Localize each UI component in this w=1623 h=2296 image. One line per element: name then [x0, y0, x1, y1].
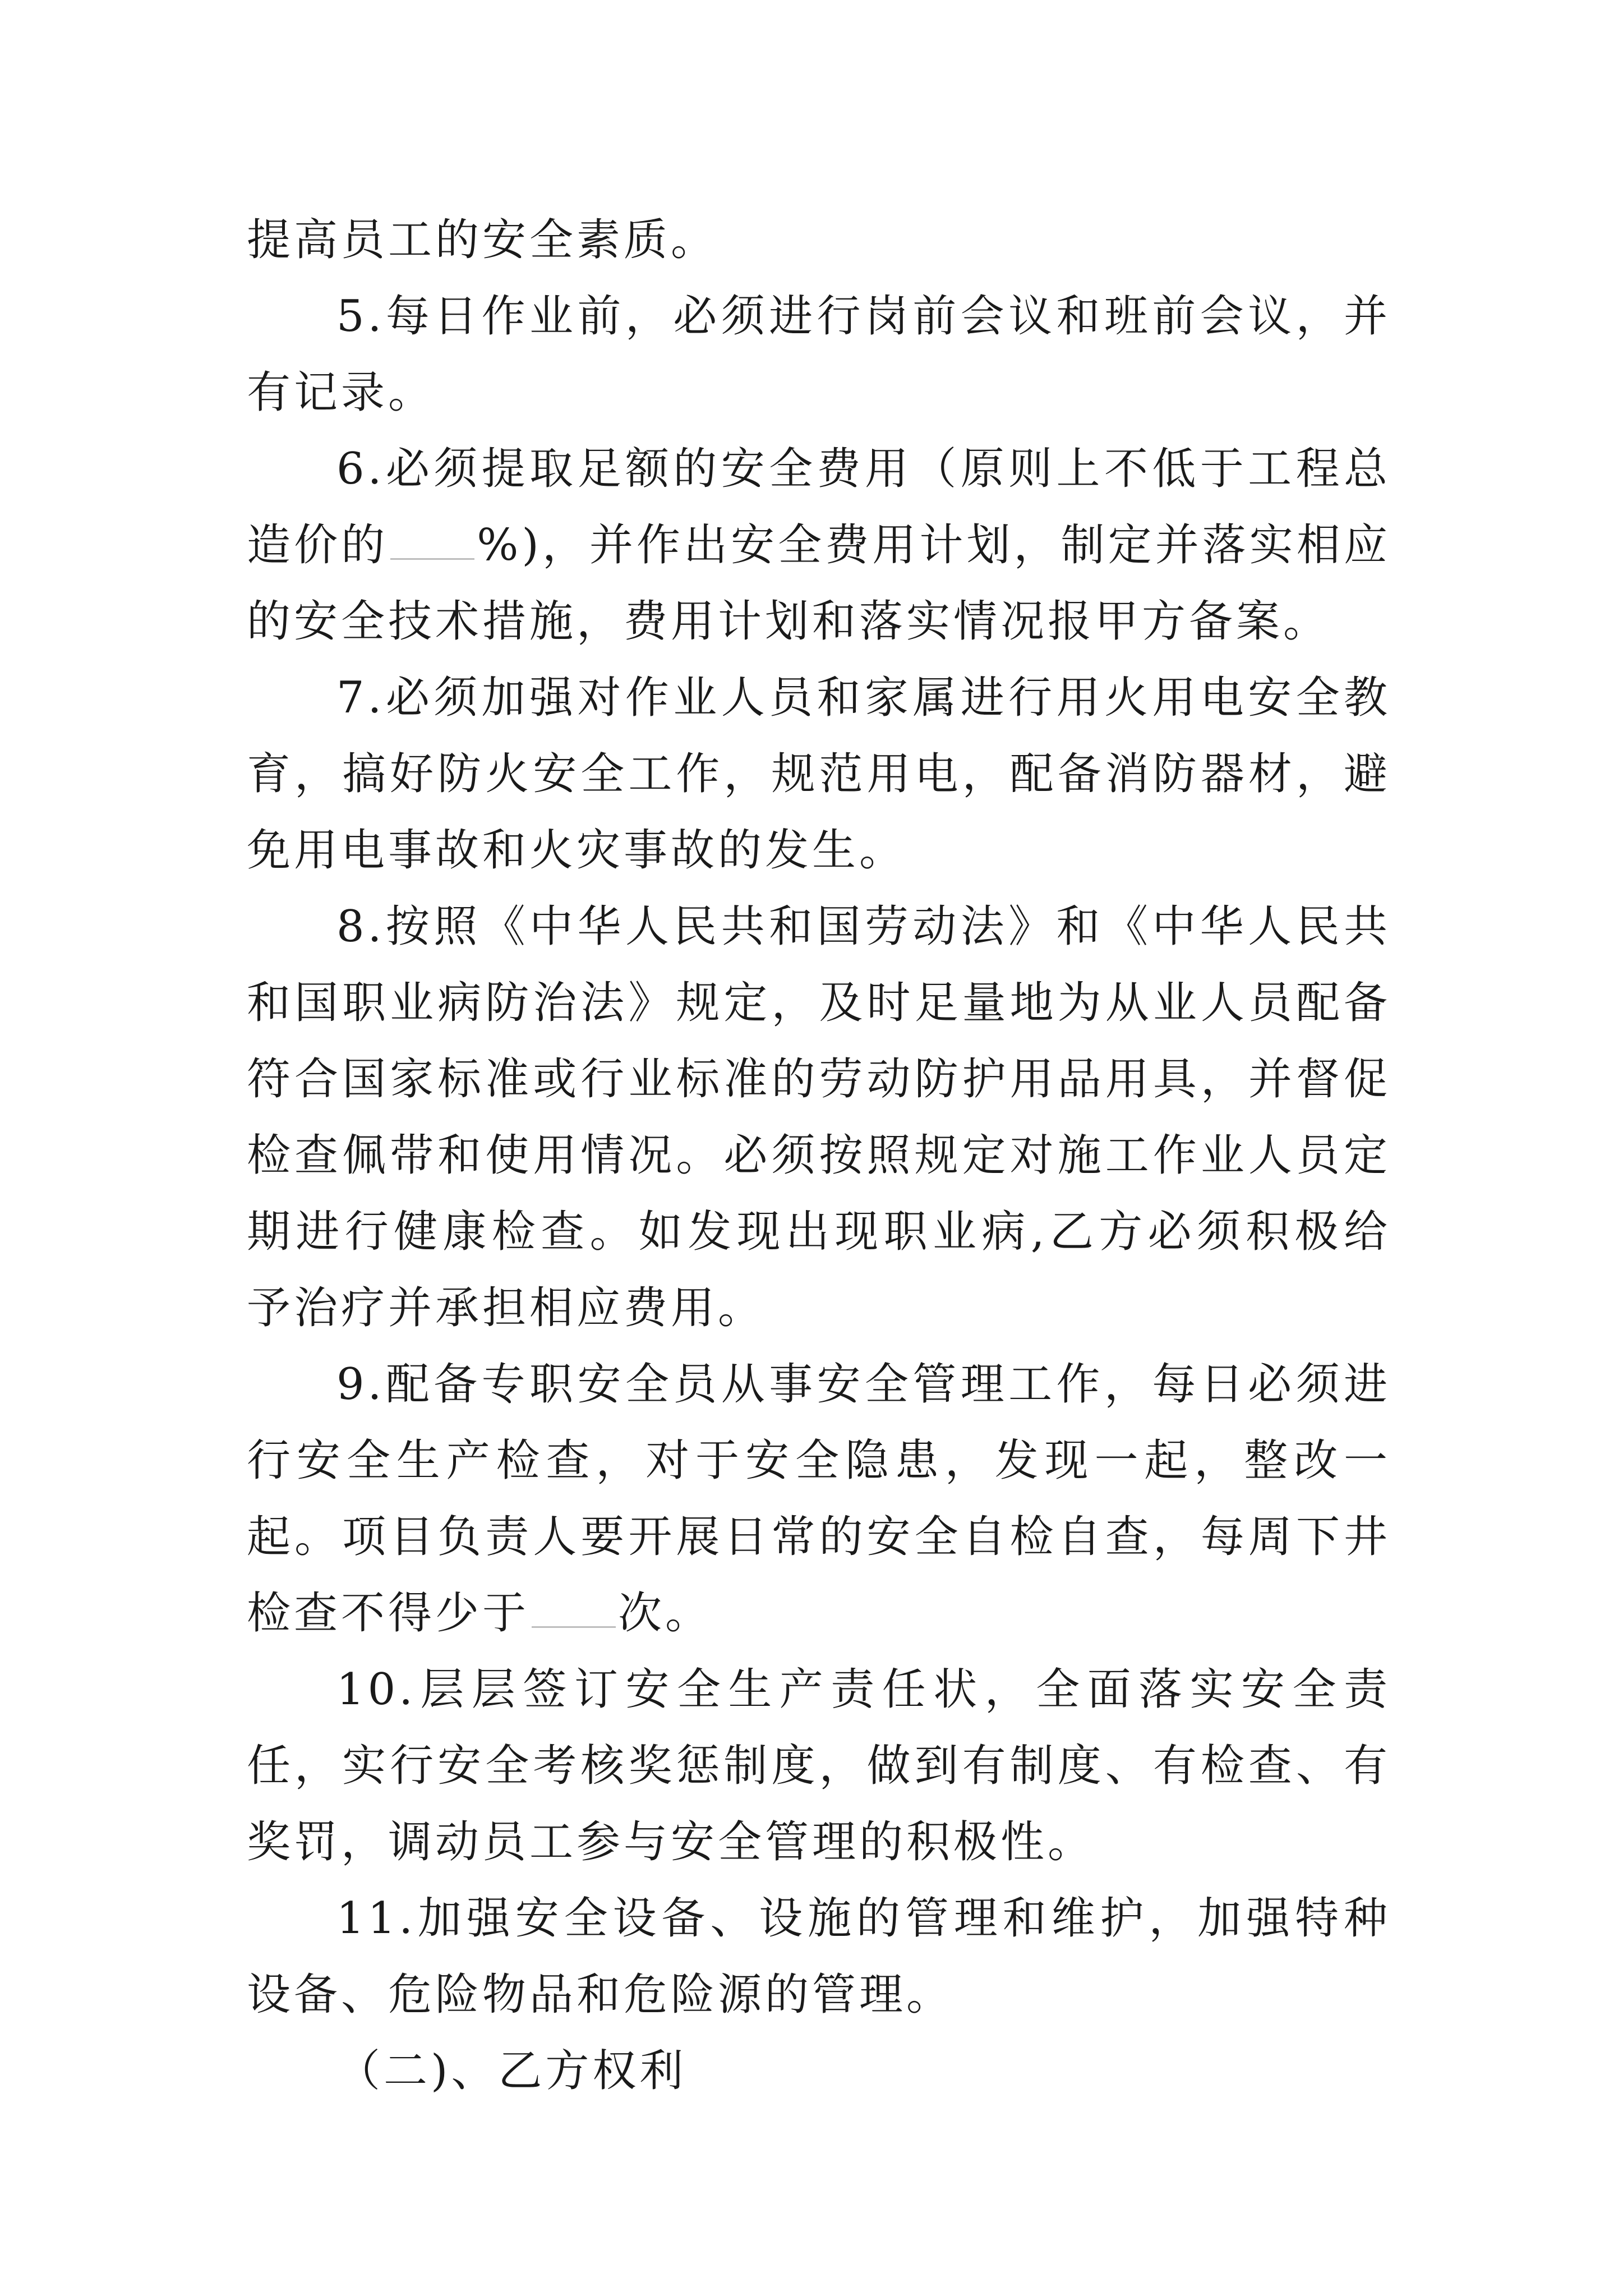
- paragraph-item-9-after: 次。: [618, 1588, 713, 1639]
- paragraph-item-6: [247, 431, 1391, 660]
- document-body: [247, 202, 1391, 2109]
- paragraph-item-8: 8.按照《中华人民共和国劳动法》和《中华人民共和国职业病防治法》规定，及时足量地为从业人员配备符合国家标准或行业标准的劳动防护用品用具，并督促检查佩带和使用情况。必须按照规定对施工作业人员定期进行健康检查。如发现出现职业病,乙方必须积极给予治疗并承担相应费用。: [247, 901, 1391, 1333]
- paragraph-item-6-after: %)，并作出安全费用计划，制定并落实相应的安全技术措施，费用计划和落实情况报甲方备案。: [247, 520, 1391, 647]
- fill-in-blank-percent: [390, 558, 474, 560]
- paragraph-item-9: [247, 1346, 1391, 1651]
- fill-in-blank-count: [532, 1626, 616, 1628]
- paragraph-item-7: 7.必须加强对作业人员和家属进行用火用电安全教育，搞好防火安全工作，规范用电，配备消防器材，避免用电事故和火灾事故的发生。: [247, 673, 1391, 876]
- paragraph-continuation: 提高员工的安全素质。: [247, 215, 718, 265]
- paragraph-item-5: 5.每日作业前，必须进行岗前会议和班前会议，并有记录。: [247, 291, 1391, 418]
- paragraph-item-11: 11.加强安全设备、设施的管理和维护，加强特种设备、危险物品和危险源的管理。: [247, 1893, 1391, 2020]
- paragraph-item-9-before: 9.配备专职安全员从事安全管理工作，每日必须进行安全生产检查，对于安全隐患，发现一起，整改一起。项目负责人要开展日常的安全自检自查，每周下井检查不得少于: [247, 1359, 1391, 1639]
- section-heading-party-b-rights: （二)、乙方权利: [336, 2046, 687, 2096]
- paragraph-item-6-before: 6.必须提取足额的安全费用（原则上不低于工程总造价的: [247, 444, 1391, 570]
- paragraph-item-10: 10.层层签订安全生产责任状，全面落实安全责任，实行安全考核奖惩制度，做到有制度、有检查、有奖罚，调动员工参与安全管理的积极性。: [247, 1664, 1391, 1867]
